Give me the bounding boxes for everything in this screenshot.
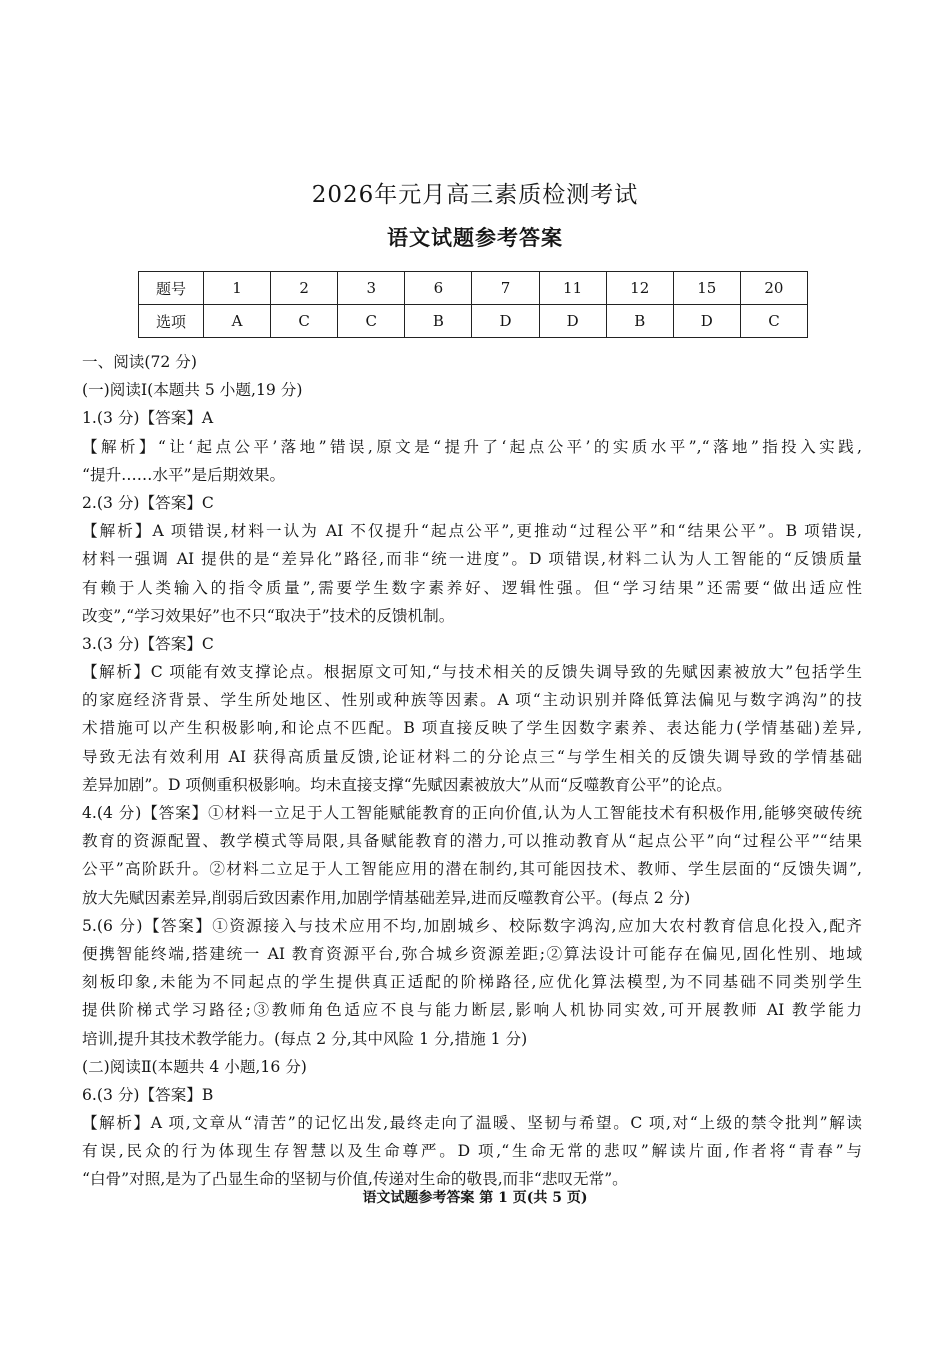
table-header-cell: 选项 xyxy=(139,305,204,338)
question-answer: 5.(6 分)【答案】①资源接入与技术应用不均,加剧城乡、校际数字鸿沟,应加大农村教育信息化投入,配齐 xyxy=(82,916,862,935)
table-row xyxy=(139,305,808,338)
table-cell: B xyxy=(606,305,673,338)
table-cell: 1 xyxy=(204,272,271,305)
text-line: “白骨”对照,是为了凸显生命的坚韧与价值,传递对生命的敬畏,而非“悲叹无常”。 xyxy=(82,1170,628,1189)
text-line: 【解析】A 项错误,材料一认为 AI 不仅提升“起点公平”,更推动“过程公平”和“结果公平”。B 项错误, xyxy=(82,522,862,541)
text-line: “提升……水平”是后期效果。 xyxy=(82,465,286,484)
subsection-heading: (二)阅读Ⅱ(本题共 4 小题,16 分) xyxy=(82,1057,307,1076)
text-line: 培训,提升其技术教学能力。(每点 2 分,其中风险 1 分,措施 1 分) xyxy=(82,1029,528,1048)
table-cell: D xyxy=(673,305,740,338)
text-line: 有误,民众的行为体现生存智慧以及生命尊严。D 项,“生命无常的悲叹”解读片面,作者将“青春”与 xyxy=(82,1142,862,1161)
table-row xyxy=(139,272,808,305)
text-line: 【解析】A 项,文章从“清苦”的记忆出发,最终走向了温暖、坚韧与希望。C 项,对“上级的禁令批判”解读 xyxy=(82,1114,862,1133)
text-line: 【解析】C 项能有效支撑论点。根据原文可知,“与技术相关的反馈失调导致的先赋因素被放大”包括学生 xyxy=(82,663,862,682)
text-line: 放大先赋因素差异,削弱后致因素作用,加剧学情基础差异,进而反噬教育公平。(每点 2 分) xyxy=(82,888,691,907)
text-line: 公平”高阶跃升。②材料二立足于人工智能应用的潜在制约,其可能因技术、教师、学生层面的“反馈失调”, xyxy=(82,860,862,879)
question-answer: 4.(4 分)【答案】①材料一立足于人工智能赋能教育的正向价值,认为人工智能技术有积极作用,能够突破传统 xyxy=(82,804,862,822)
table-header-cell: 题号 xyxy=(139,272,204,305)
question-answer: 6.(3 分)【答案】B xyxy=(82,1085,214,1104)
table-cell: C xyxy=(338,305,405,338)
table-cell: A xyxy=(204,305,271,338)
question-answer: 3.(3 分)【答案】C xyxy=(82,634,214,653)
text-line: 材料一强调 AI 提供的是“差异化”路径,而非“统一进度”。D 项错误,材料二认为人工智能的“反馈质量 xyxy=(82,550,862,569)
table-cell: D xyxy=(539,305,606,338)
table-cell: B xyxy=(405,305,472,338)
page-footer: 语文试题参考答案 第 1 页(共 5 页) xyxy=(362,1190,588,1206)
table-cell: 15 xyxy=(673,272,740,305)
table-cell: C xyxy=(271,305,338,338)
question-answer: 1.(3 分)【答案】A xyxy=(82,409,214,428)
section-heading: 一、阅读(72 分) xyxy=(82,353,197,371)
answer-table xyxy=(138,271,808,338)
table-cell: 3 xyxy=(338,272,405,305)
subsection-heading: (一)阅读Ⅰ(本题共 5 小题,19 分) xyxy=(82,381,303,400)
exam-title: 2026年元月高三素质检测考试 xyxy=(311,182,639,208)
table-cell: C xyxy=(740,305,807,338)
table-cell: 6 xyxy=(405,272,472,305)
text-line: 有赖于人类输入的指令质量”,需要学生数字素养好、逻辑性强。但“学习结果”还需要“做出适应性 xyxy=(82,578,862,597)
table-cell: D xyxy=(472,305,539,338)
question-answer: 2.(3 分)【答案】C xyxy=(82,493,214,512)
text-line: 的家庭经济背景、学生所处地区、性别或种族等因素。A 项“主动识别并降低算法偏见与数字鸿沟”的技 xyxy=(82,691,862,710)
text-line: 术措施可以产生积极影响,和论点不匹配。B 项直接反映了学生因数字素养、表达能力(学情基础)差异, xyxy=(82,719,862,738)
doc-subtitle: 语文试题参考答案 xyxy=(387,225,563,250)
table-cell: 20 xyxy=(740,272,807,305)
text-line: 【解析】“让‘起点公平’落地”错误,原文是“提升了‘起点公平’的实质水平”,“落地”指投入实践, xyxy=(82,437,862,456)
text-line: 改变”,“学习效果好”也不只“取决于”技术的反馈机制。 xyxy=(82,606,455,625)
answer-content xyxy=(82,348,862,1194)
table-cell: 11 xyxy=(539,272,606,305)
table-cell: 12 xyxy=(606,272,673,305)
table-cell: 2 xyxy=(271,272,338,305)
text-line: 差异加剧”。D 项侧重积极影响。均未直接支撑“先赋因素被放大”从而“反噬教育公平”的论点。 xyxy=(82,775,732,794)
table-cell: 7 xyxy=(472,272,539,305)
text-line: 教育的资源配置、教学模式等局限,具备赋能教育的潜力,可以推动教育从“起点公平”向“过程公平”“结果 xyxy=(82,832,862,851)
text-line: 刻板印象,未能为不同起点的学生提供真正适配的阶梯路径,应优化算法模型,为不同基础不同类别学生 xyxy=(82,973,862,992)
text-line: 提供阶梯式学习路径;③教师角色适应不良与能力断层,影响人机协同实效,可开展教师 AI 教学能力 xyxy=(82,1001,862,1020)
text-line: 导致无法有效利用 AI 获得高质量反馈,论证材料二的分论点三“与学生相关的反馈失调导致的学情基础 xyxy=(82,747,862,766)
text-line: 便携智能终端,搭建统一 AI 教育资源平台,弥合城乡资源差距;②算法设计可能存在偏见,固化性别、地域 xyxy=(82,944,862,963)
